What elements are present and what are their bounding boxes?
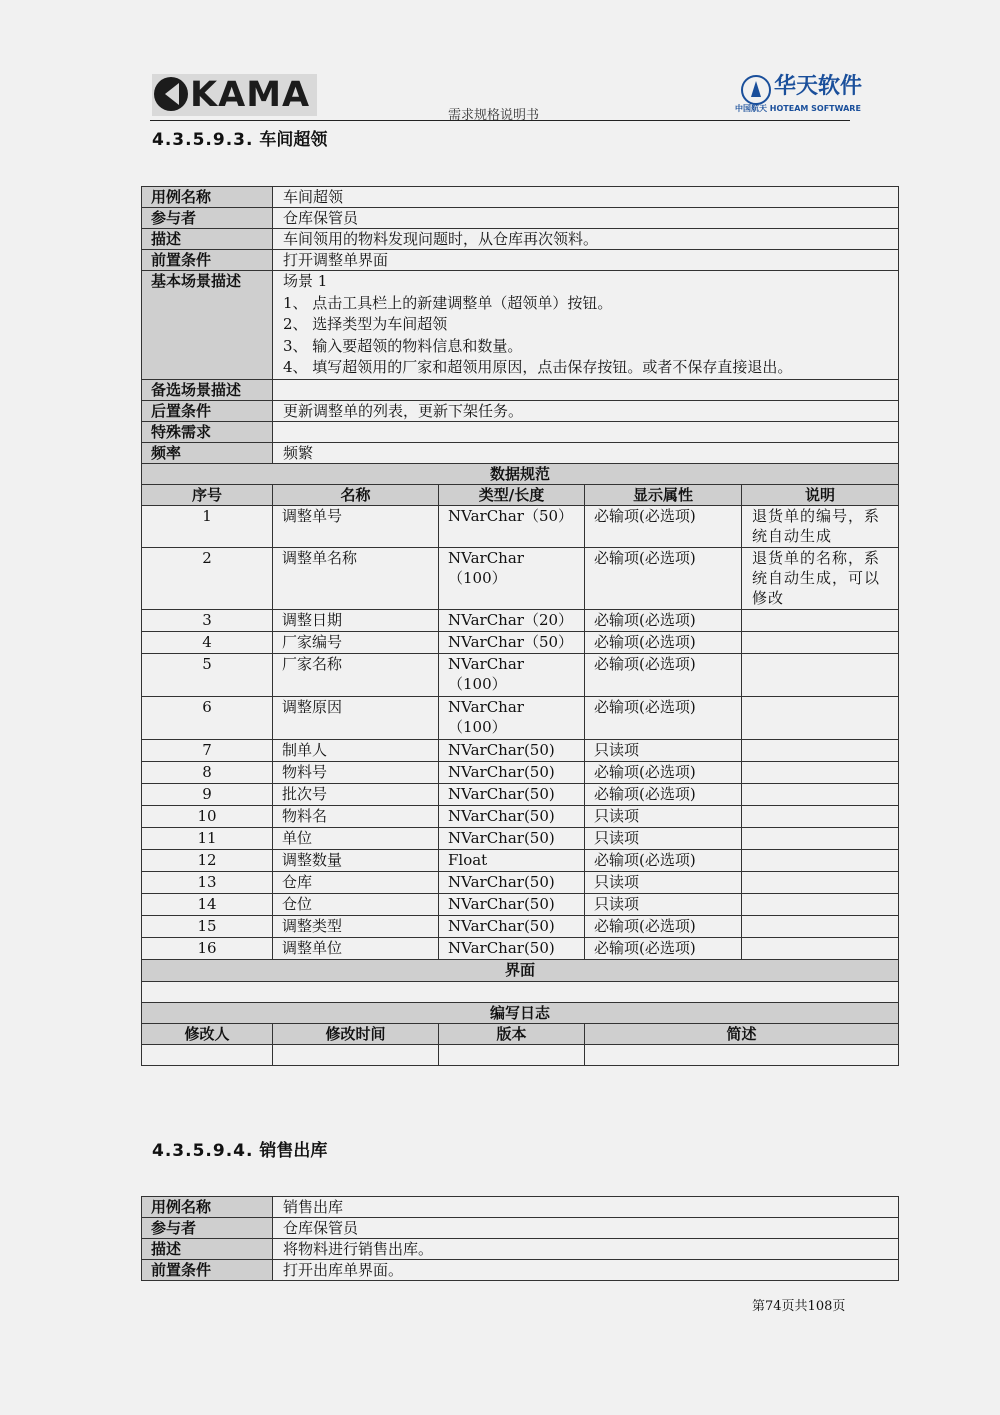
kama-logo-mark-icon	[154, 77, 188, 111]
row-label: 用例名称	[142, 1197, 273, 1218]
hoteam-logo-subtext: 中国航天 HOTEAM SOFTWARE	[735, 104, 861, 113]
cell-type: NVarChar（100）	[439, 547, 585, 609]
row-value: 频繁	[273, 442, 899, 463]
cell-attr: 必输项(必选项)	[585, 915, 742, 937]
use-case-table	[141, 186, 899, 1066]
column-header: 版本	[439, 1023, 585, 1044]
cell-note	[742, 761, 899, 783]
cell-no: 3	[142, 609, 273, 631]
ui-title-row	[142, 959, 899, 981]
basic-scenario-steps	[273, 271, 899, 380]
ui-title: 界面	[142, 959, 899, 981]
ui-content	[142, 981, 899, 1002]
row-value: 销售出库	[273, 1197, 899, 1218]
use-case-row	[142, 250, 899, 271]
cell-name: 厂家编号	[273, 631, 439, 653]
hoteam-logo	[735, 73, 863, 117]
use-case-row	[142, 421, 899, 442]
cell-no: 6	[142, 696, 273, 739]
cell-name: 调整数量	[273, 849, 439, 871]
use-case-row	[142, 1218, 899, 1239]
row-label: 参与者	[142, 1218, 273, 1239]
table-row	[142, 805, 899, 827]
data-spec-title: 数据规范	[142, 463, 899, 484]
cell-type: NVarChar（100）	[439, 653, 585, 696]
row-value: 车间超领	[273, 187, 899, 208]
use-case-row	[142, 229, 899, 250]
cell-type: NVarChar(50)	[439, 937, 585, 959]
row-label: 用例名称	[142, 187, 273, 208]
section-number: 4.3.5.9.3.	[152, 130, 254, 150]
cell-name: 批次号	[273, 783, 439, 805]
row-label: 基本场景描述	[142, 271, 273, 380]
cell-note	[742, 871, 899, 893]
table-row	[142, 505, 899, 547]
section-title: 车间超领	[259, 130, 328, 150]
cell-attr: 只读项	[585, 893, 742, 915]
hoteam-logo-mark-icon	[741, 75, 771, 105]
column-header: 修改人	[142, 1023, 273, 1044]
document-title: 需求规格说明书	[448, 108, 540, 123]
cell-note: 退货单的编号，系统自动生成	[742, 505, 899, 547]
cell-name: 物料号	[273, 761, 439, 783]
row-value: 将物料进行销售出库。	[273, 1239, 899, 1260]
cell-type: NVarChar（50）	[439, 505, 585, 547]
use-case-row	[142, 442, 899, 463]
table-row	[142, 653, 899, 696]
cell-name: 物料名	[273, 805, 439, 827]
table-row	[142, 827, 899, 849]
row-label: 特殊需求	[142, 421, 273, 442]
scenario-line: 1、 点击工具栏上的新建调整单（超领单）按钮。	[283, 293, 613, 312]
table-row	[142, 871, 899, 893]
cell-name: 调整类型	[273, 915, 439, 937]
table-row	[142, 893, 899, 915]
cell-name: 调整原因	[273, 696, 439, 739]
data-spec-header-row	[142, 484, 899, 505]
cell-attr: 必输项(必选项)	[585, 547, 742, 609]
log-title: 编写日志	[142, 1002, 899, 1023]
column-header: 简述	[585, 1023, 899, 1044]
cell-no: 14	[142, 893, 273, 915]
cell-no: 11	[142, 827, 273, 849]
cell-no: 7	[142, 739, 273, 761]
use-case-row	[142, 1239, 899, 1260]
cell-name: 制单人	[273, 739, 439, 761]
header-divider	[150, 120, 850, 121]
cell-no: 1	[142, 505, 273, 547]
use-case-row	[142, 1197, 899, 1218]
cell-attr: 只读项	[585, 739, 742, 761]
cell-note	[742, 653, 899, 696]
cell-type: NVarChar(50)	[439, 739, 585, 761]
cell-no: 12	[142, 849, 273, 871]
table-row	[142, 761, 899, 783]
row-value: 打开出库单界面。	[273, 1260, 899, 1281]
table-row	[142, 739, 899, 761]
kama-logo-text: KAMA	[190, 75, 311, 115]
cell-note	[742, 631, 899, 653]
row-label: 前置条件	[142, 1260, 273, 1281]
cell-no: 13	[142, 871, 273, 893]
row-value	[273, 421, 899, 442]
kama-logo	[152, 74, 317, 116]
column-header: 说明	[742, 484, 899, 505]
row-value: 更新调整单的列表，更新下架任务。	[273, 400, 899, 421]
cell-note	[742, 696, 899, 739]
cell-type: NVarChar（20）	[439, 609, 585, 631]
cell-name: 单位	[273, 827, 439, 849]
column-header: 名称	[273, 484, 439, 505]
row-label: 频率	[142, 442, 273, 463]
cell-type: NVarChar(50)	[439, 783, 585, 805]
cell-name: 仓库	[273, 871, 439, 893]
cell-no: 4	[142, 631, 273, 653]
table-row	[142, 547, 899, 609]
hoteam-logo-text: 华天软件	[774, 74, 863, 99]
table-row	[142, 631, 899, 653]
log-header-row	[142, 1023, 899, 1044]
row-label: 前置条件	[142, 250, 273, 271]
row-value: 打开调整单界面	[273, 250, 899, 271]
cell-attr: 必输项(必选项)	[585, 761, 742, 783]
cell-name: 厂家名称	[273, 653, 439, 696]
cell-note	[742, 827, 899, 849]
row-value	[273, 379, 899, 400]
cell-name: 调整日期	[273, 609, 439, 631]
use-case-row	[142, 187, 899, 208]
section-title: 销售出库	[259, 1141, 328, 1161]
row-label: 后置条件	[142, 400, 273, 421]
cell-attr: 必输项(必选项)	[585, 631, 742, 653]
scenario-line: 场景 1	[283, 272, 328, 290]
cell-attr: 必输项(必选项)	[585, 609, 742, 631]
cell-attr: 只读项	[585, 871, 742, 893]
cell-no: 5	[142, 653, 273, 696]
cell-attr: 必输项(必选项)	[585, 505, 742, 547]
cell-note	[742, 937, 899, 959]
cell-type: NVarChar（50）	[439, 631, 585, 653]
scenario-line: 2、 选择类型为车间超领	[283, 315, 448, 333]
cell-name: 调整单号	[273, 505, 439, 547]
log-cell	[585, 1044, 899, 1065]
cell-no: 2	[142, 547, 273, 609]
row-value: 仓库保管员	[273, 208, 899, 229]
ui-content-row	[142, 981, 899, 1002]
log-title-row	[142, 1002, 899, 1023]
column-header: 类型/长度	[439, 484, 585, 505]
page-number: 第74页共108页	[752, 1299, 846, 1314]
cell-no: 15	[142, 915, 273, 937]
cell-type: NVarChar（100）	[439, 696, 585, 739]
cell-note	[742, 739, 899, 761]
cell-note	[742, 783, 899, 805]
cell-note	[742, 893, 899, 915]
table-row	[142, 849, 899, 871]
cell-no: 10	[142, 805, 273, 827]
section-heading-4-3-5-9-4	[152, 1136, 327, 1161]
cell-attr: 只读项	[585, 805, 742, 827]
row-label: 备选场景描述	[142, 379, 273, 400]
cell-note: 退货单的名称，系统自动生成，可以修改	[742, 547, 899, 609]
cell-note	[742, 849, 899, 871]
cell-type: Float	[439, 849, 585, 871]
row-label: 参与者	[142, 208, 273, 229]
row-value: 车间领用的物料发现问题时，从仓库再次领料。	[273, 229, 899, 250]
use-case-table-2	[141, 1196, 899, 1281]
cell-attr: 必输项(必选项)	[585, 696, 742, 739]
cell-note	[742, 609, 899, 631]
table-row	[142, 937, 899, 959]
cell-attr: 必输项(必选项)	[585, 783, 742, 805]
cell-attr: 只读项	[585, 827, 742, 849]
section-number: 4.3.5.9.4.	[152, 1141, 254, 1161]
cell-type: NVarChar(50)	[439, 827, 585, 849]
use-case-row	[142, 1260, 899, 1281]
data-spec-title-row	[142, 463, 899, 484]
table-row	[142, 609, 899, 631]
basic-scenario-row	[142, 271, 899, 380]
cell-no: 16	[142, 937, 273, 959]
column-header: 序号	[142, 484, 273, 505]
row-label: 描述	[142, 1239, 273, 1260]
use-case-row	[142, 379, 899, 400]
cell-no: 9	[142, 783, 273, 805]
log-cell	[142, 1044, 273, 1065]
log-cell	[439, 1044, 585, 1065]
cell-attr: 必输项(必选项)	[585, 653, 742, 696]
cell-name: 调整单位	[273, 937, 439, 959]
table-row	[142, 915, 899, 937]
cell-type: NVarChar(50)	[439, 915, 585, 937]
cell-type: NVarChar(50)	[439, 893, 585, 915]
cell-type: NVarChar(50)	[439, 871, 585, 893]
scenario-line: 4、 填写超领用的厂家和超领用原因，点击保存按钮。或者不保存直接退出。	[283, 358, 793, 376]
row-value: 仓库保管员	[273, 1218, 899, 1239]
cell-name: 调整单名称	[273, 547, 439, 609]
cell-type: NVarChar(50)	[439, 805, 585, 827]
table-row	[142, 783, 899, 805]
cell-no: 8	[142, 761, 273, 783]
cell-note	[742, 805, 899, 827]
section-heading-4-3-5-9-3	[152, 125, 327, 150]
log-cell	[273, 1044, 439, 1065]
column-header: 显示属性	[585, 484, 742, 505]
scenario-line: 3、 输入要超领的物料信息和数量。	[283, 336, 523, 355]
column-header: 修改时间	[273, 1023, 439, 1044]
cell-type: NVarChar(50)	[439, 761, 585, 783]
cell-name: 仓位	[273, 893, 439, 915]
cell-attr: 必输项(必选项)	[585, 849, 742, 871]
use-case-row	[142, 208, 899, 229]
row-label: 描述	[142, 229, 273, 250]
log-empty-row	[142, 1044, 899, 1065]
cell-note	[742, 915, 899, 937]
table-row	[142, 696, 899, 739]
cell-attr: 必输项(必选项)	[585, 937, 742, 959]
use-case-row	[142, 400, 899, 421]
